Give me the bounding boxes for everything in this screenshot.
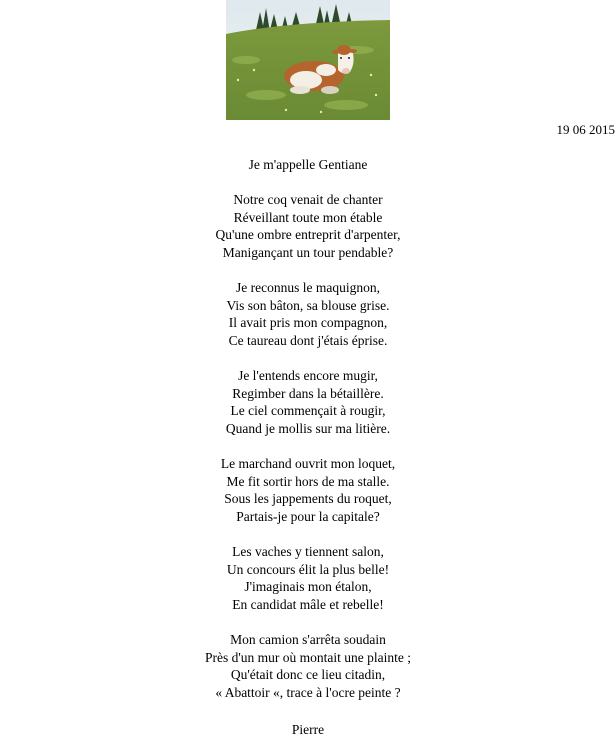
poem-line: Partais-je pour la capitale? [236, 508, 380, 524]
stanza-gap [0, 262, 616, 280]
poem [0, 156, 616, 701]
poem-line: Manigançant un tour pendable? [222, 244, 394, 260]
stanza-gap [0, 438, 616, 456]
poem-line: J'imaginais mon étalon, [244, 579, 372, 595]
poem-line: Réveillant toute mon étable [233, 209, 383, 225]
poem-line: Mon camion s'arrêta soudain [230, 632, 386, 648]
poem-line: Qu'était donc ce lieu citadin, [230, 667, 386, 683]
poem-line: Notre coq venait de chanter [233, 192, 383, 208]
stanza-gap [0, 350, 616, 368]
poem-line: Un concours élit la plus belle! [226, 561, 390, 577]
date: 19 06 2015 [556, 122, 615, 137]
stanza-gap [0, 174, 616, 192]
poem-line: « Abattoir «, trace à l'ocre peinte ? [215, 684, 401, 700]
poem-line: Je reconnus le maquignon, [236, 280, 380, 296]
poem-line: Je l'entends encore mugir, [238, 368, 378, 384]
poem-line: Quand je mollis sur ma litière. [225, 420, 391, 436]
poem-line: En candidat mâle et rebelle! [232, 596, 384, 612]
stanza-gap [0, 525, 616, 543]
stanza-gap [0, 613, 616, 631]
poem-line: Me fit sortir hors de ma stalle. [226, 473, 390, 489]
poem-title: Je m'appelle Gentiane [248, 157, 368, 172]
poem-line: Vis son bâton, sa blouse grise. [226, 297, 390, 313]
cow-in-meadow-illustration [226, 0, 390, 120]
poem-line: Le ciel commençait à rougir, [230, 403, 386, 419]
cow-photo [226, 0, 390, 120]
poem-line: Les vaches y tiennent salon, [232, 544, 384, 560]
poem-line: Ce taureau dont j'étais éprise. [228, 332, 388, 348]
poem-line: Sous les jappements du roquet, [224, 491, 392, 507]
poem-line: Il avait pris mon compagnon, [228, 315, 388, 331]
poem-line: Près d'un mur où montait une plainte ; [204, 649, 412, 665]
poem-line: Qu'une ombre entreprit d'arpenter, [215, 227, 401, 243]
poem-signature: Pierre [291, 722, 325, 737]
poem-line: Le marchand ouvrit mon loquet, [220, 456, 396, 472]
poem-line: Regimber dans la bétaillère. [232, 385, 384, 401]
